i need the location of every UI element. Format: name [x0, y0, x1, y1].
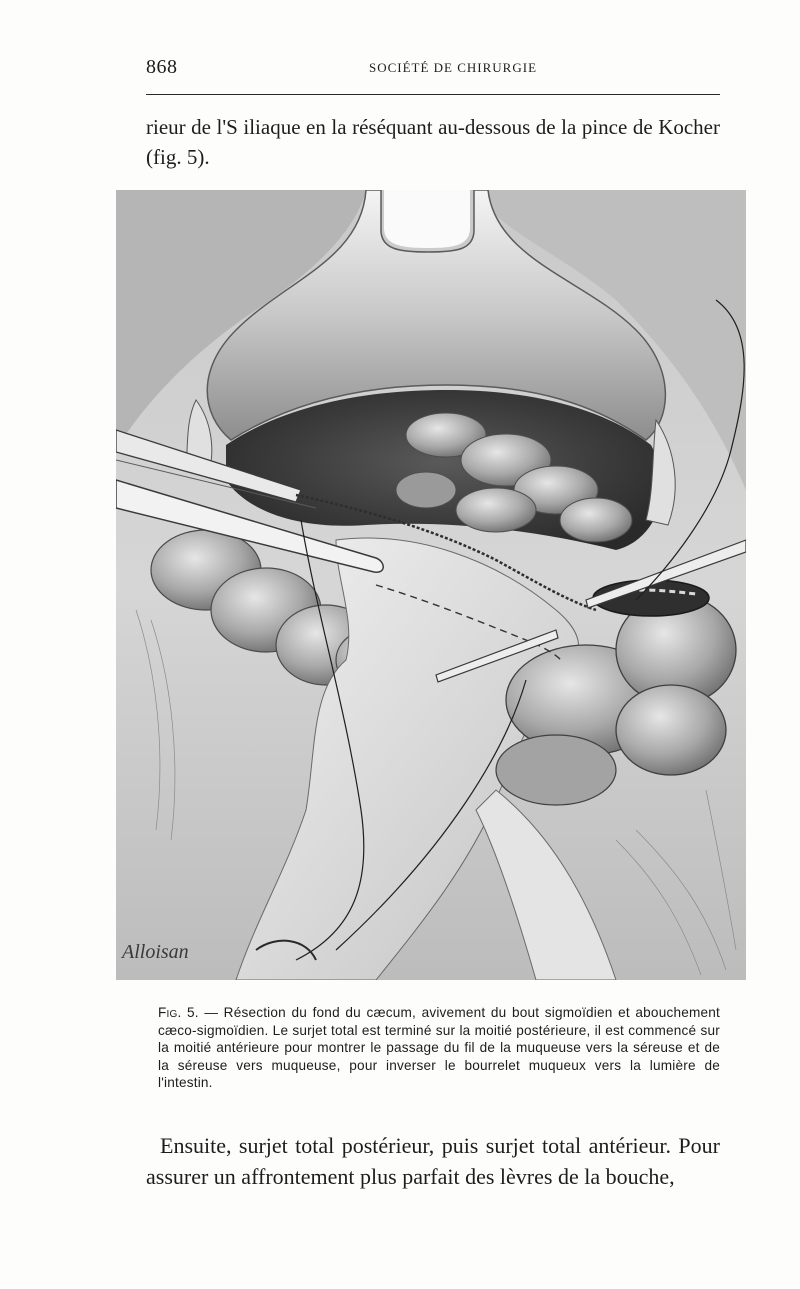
retractor-notch	[384, 190, 470, 248]
running-header	[146, 56, 720, 82]
following-paragraph: Ensuite, surjet total postérieur, puis surjet total antérieur. Pour assurer un affrontement plus parfait des lèvres de la bouche,	[146, 1133, 720, 1189]
artist-signature: Alloisan	[122, 941, 189, 963]
page-number: 868	[146, 56, 178, 78]
running-title: SOCIÉTÉ DE CHIRURGIE	[368, 60, 538, 75]
caption-text: — Résection du fond du cæcum, avivement du bout sigmoïdien et abouchement cæco-sigmoïdien. Le surjet total est terminé sur la moitié postérieure, il est commencé sur la moitié antérieure pour montrer le passage du fil de la muqueuse vers la séreuse et de la séreuse vers muqueuse, pour inverser le bourrelet muqueux vers la lumière de l'intestin.	[158, 1005, 720, 1090]
surgical-illustration	[116, 190, 746, 980]
caption-label: Fig. 5.	[158, 1005, 199, 1020]
illustration-drawing	[116, 190, 746, 980]
intro-paragraph: rieur de l'S iliaque en la réséquant au-dessous de la pince de Kocher (fig. 5).	[146, 115, 720, 169]
header-rule	[146, 94, 720, 95]
figure-caption	[158, 1004, 720, 1092]
